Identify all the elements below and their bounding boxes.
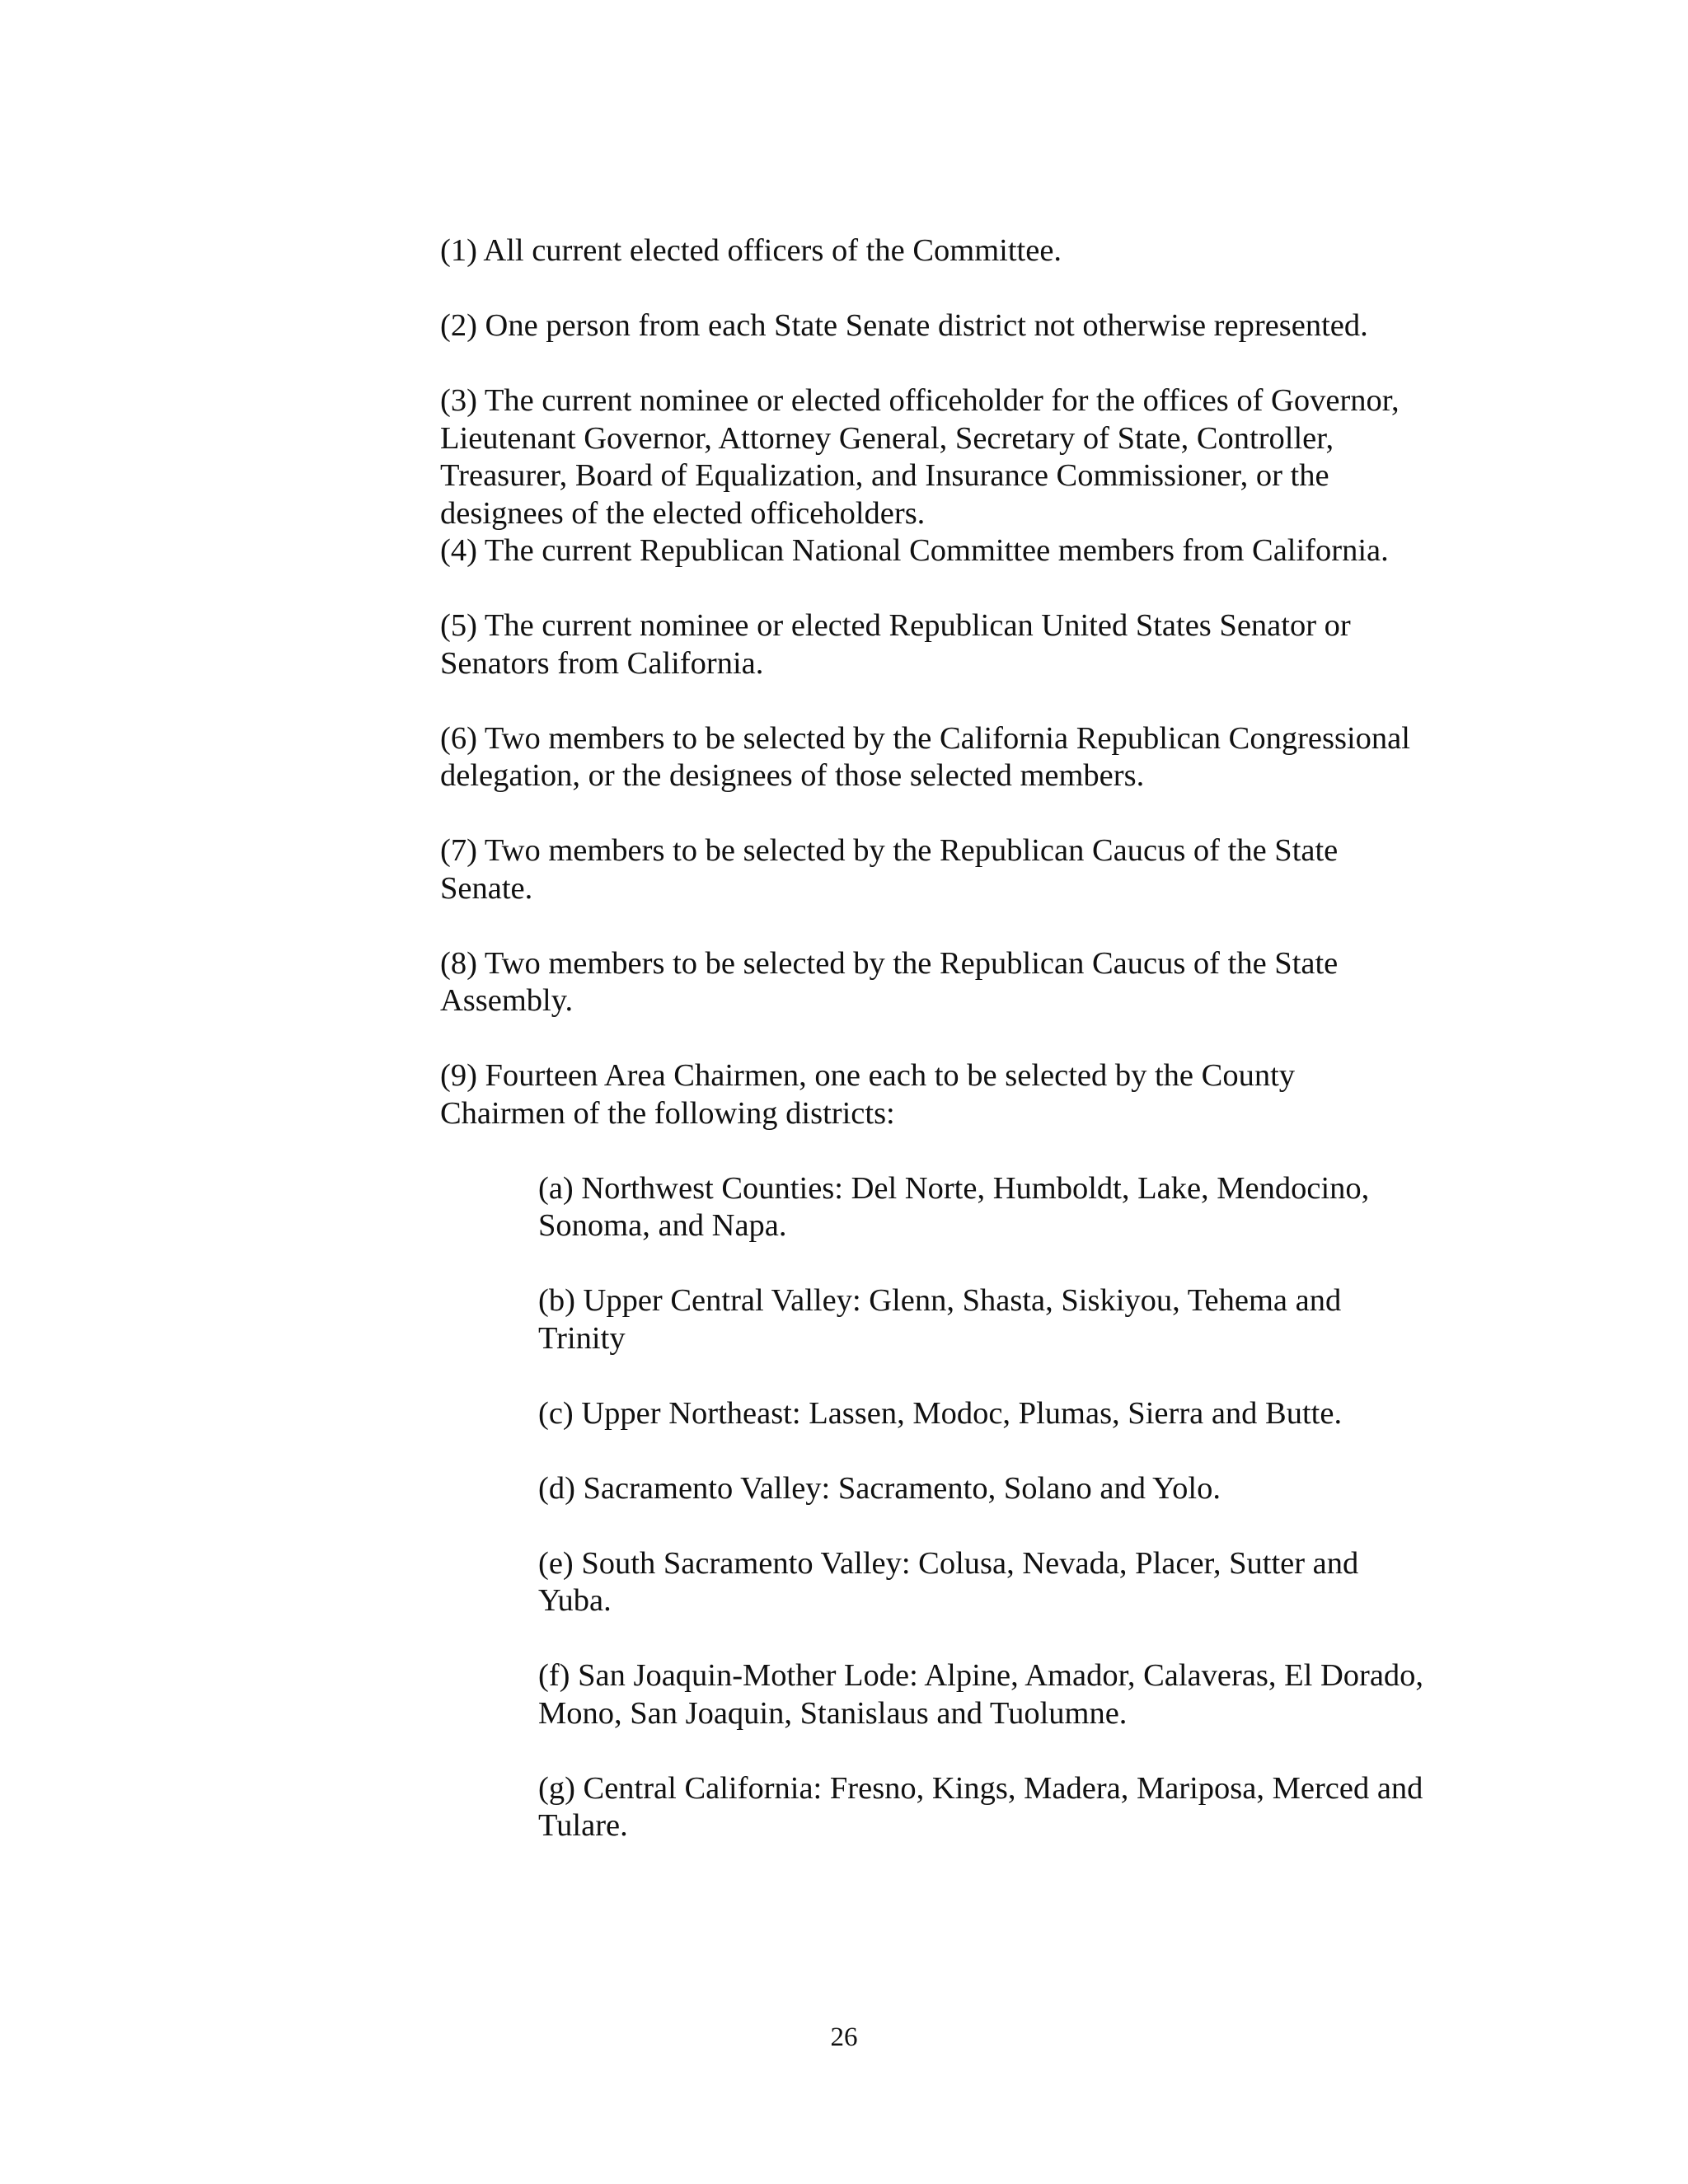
sub-item-f: (f) San Joaquin-Mother Lode: Alpine, Amador, Calaveras, El Dorado, Mono, San Joaquin, Stanislaus and Tuolumne. [538, 1658, 1424, 1731]
sub-item-g: (g) Central California: Fresno, Kings, Madera, Mariposa, Merced and Tulare. [538, 1770, 1423, 1843]
sub-item-d: (d) Sacramento Valley: Sacramento, Solano and Yolo. [538, 1470, 1221, 1506]
list-item-2: (2) One person from each State Senate district not otherwise represented. [440, 308, 1368, 343]
list-item-1: (1) All current elected officers of the Committee. [440, 233, 1062, 268]
sub-item-c: (c) Upper Northeast: Lassen, Modoc, Plumas, Sierra and Butte. [538, 1395, 1343, 1431]
sub-item-a: (a) Northwest Counties: Del Norte, Humboldt, Lake, Mendocino, Sonoma, and Napa. [538, 1170, 1370, 1243]
sub-item-e: (e) South Sacramento Valley: Colusa, Nevada, Placer, Sutter and Yuba. [538, 1545, 1359, 1618]
list-item-6: (6) Two members to be selected by the California Republican Congressional delegation, or the designees of those selected members. [440, 720, 1410, 793]
list-item-3: (3) The current nominee or elected officeholder for the offices of Governor, Lieutenant Governor, Attorney General, Secretary of State, Controller, Treasurer, Board of Equalization, and Insurance Commissioner, or the designees of the elected officeholders. [440, 383, 1400, 531]
page-number: 26 [830, 2022, 858, 2052]
document-body [440, 232, 1424, 1882]
list-item-4: (4) The current Republican National Committee members from California. [440, 533, 1389, 568]
list-item-5: (5) The current nominee or elected Republican United States Senator or Senators from California. [440, 608, 1351, 681]
list-item-7: (7) Two members to be selected by the Republican Caucus of the State Senate. [440, 833, 1339, 906]
sub-item-b: (b) Upper Central Valley: Glenn, Shasta, Siskiyou, Tehema and Trinity [538, 1283, 1342, 1356]
list-item-8: (8) Two members to be selected by the Republican Caucus of the State Assembly. [440, 945, 1339, 1018]
list-item-9: (9) Fourteen Area Chairmen, one each to be selected by the County Chairmen of the following districts: [440, 1058, 1296, 1131]
